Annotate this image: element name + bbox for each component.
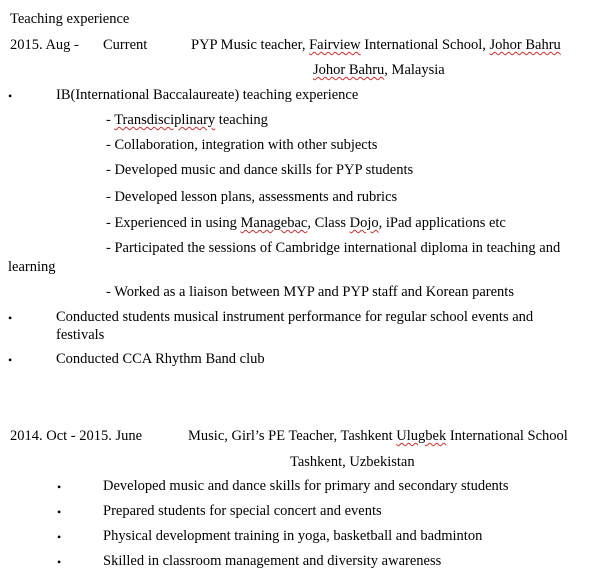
sub-item-rest: teaching	[215, 112, 268, 128]
job1-bullet: Conducted CCA Rhythm Band club	[56, 351, 265, 367]
job1-sub-item-continuation: learning	[8, 259, 56, 275]
job1-location-city: Johor Bahru	[313, 62, 385, 78]
job1-date-end: Current	[103, 37, 148, 53]
job2-bullet: Physical development training in yoga, basketball and badminton	[103, 528, 483, 544]
job1-title-text: PYP Music teacher,	[191, 37, 310, 53]
section-title: Teaching experience	[10, 11, 130, 27]
job2-location: Tashkent, Uzbekistan	[290, 454, 415, 470]
job2-bullet: Skilled in classroom management and diversity awareness	[103, 553, 442, 569]
job1-sub-item	[106, 214, 506, 232]
job1-sub-item: - Collaboration, integration with other subjects	[106, 137, 378, 153]
job1-location-country: , Malaysia	[384, 62, 445, 78]
job1-sub-item: - Developed lesson plans, assessments and rubrics	[106, 189, 398, 205]
sub-item-wavy-word: Dojo	[349, 215, 379, 231]
sub-item-pre: - Experienced in using	[106, 215, 241, 231]
job2-dates: 2014. Oct - 2015. June	[10, 428, 143, 444]
job1-sub-item: - Developed music and dance skills for PYP students	[106, 162, 414, 178]
bullet-icon: •	[57, 505, 62, 519]
job1-title	[191, 36, 561, 54]
bullet-icon: •	[8, 89, 13, 103]
job2-bullet: Developed music and dance skills for primary and secondary students	[103, 478, 509, 494]
job1-title-mid: International School,	[360, 37, 490, 53]
bullet-icon: •	[8, 353, 13, 367]
sub-item-dash: -	[106, 112, 115, 128]
job2-bullet: Prepared students for special concert and events	[103, 503, 382, 519]
job1-city: Johor Bahru	[489, 37, 561, 53]
job1-main-bullet: IB(International Baccalaureate) teaching experience	[56, 87, 359, 103]
job1-date-start: 2015. Aug -	[10, 37, 79, 53]
sub-item-post: , iPad applications etc	[378, 215, 506, 231]
bullet-icon: •	[57, 480, 62, 494]
bullet-icon: •	[8, 311, 13, 325]
job2-school-name: Ulugbek	[396, 428, 447, 444]
job1-school-name: Fairview	[309, 37, 361, 53]
job2-title-text: Music, Girl’s PE Teacher, Tashkent	[188, 428, 397, 444]
job1-sub-item	[106, 111, 268, 129]
sub-item-wavy-word: Managebac	[240, 215, 308, 231]
job1-bullet: Conducted students musical instrument performance for regular school events and	[56, 309, 534, 325]
bullet-icon: •	[57, 555, 62, 569]
sub-item-wavy-word: Transdisciplinary	[114, 112, 216, 128]
job1-sub-item: - Worked as a liaison between MYP and PYP staff and Korean parents	[106, 284, 514, 300]
job2-title-post: International School	[446, 428, 568, 444]
job2-title	[188, 427, 568, 445]
job1-bullet-continuation: festivals	[56, 327, 105, 343]
job1-location	[313, 61, 445, 79]
sub-item-mid: , Class	[307, 215, 350, 231]
job1-sub-item: - Participated the sessions of Cambridge international diploma in teaching and	[106, 240, 561, 256]
bullet-icon: •	[57, 530, 62, 544]
